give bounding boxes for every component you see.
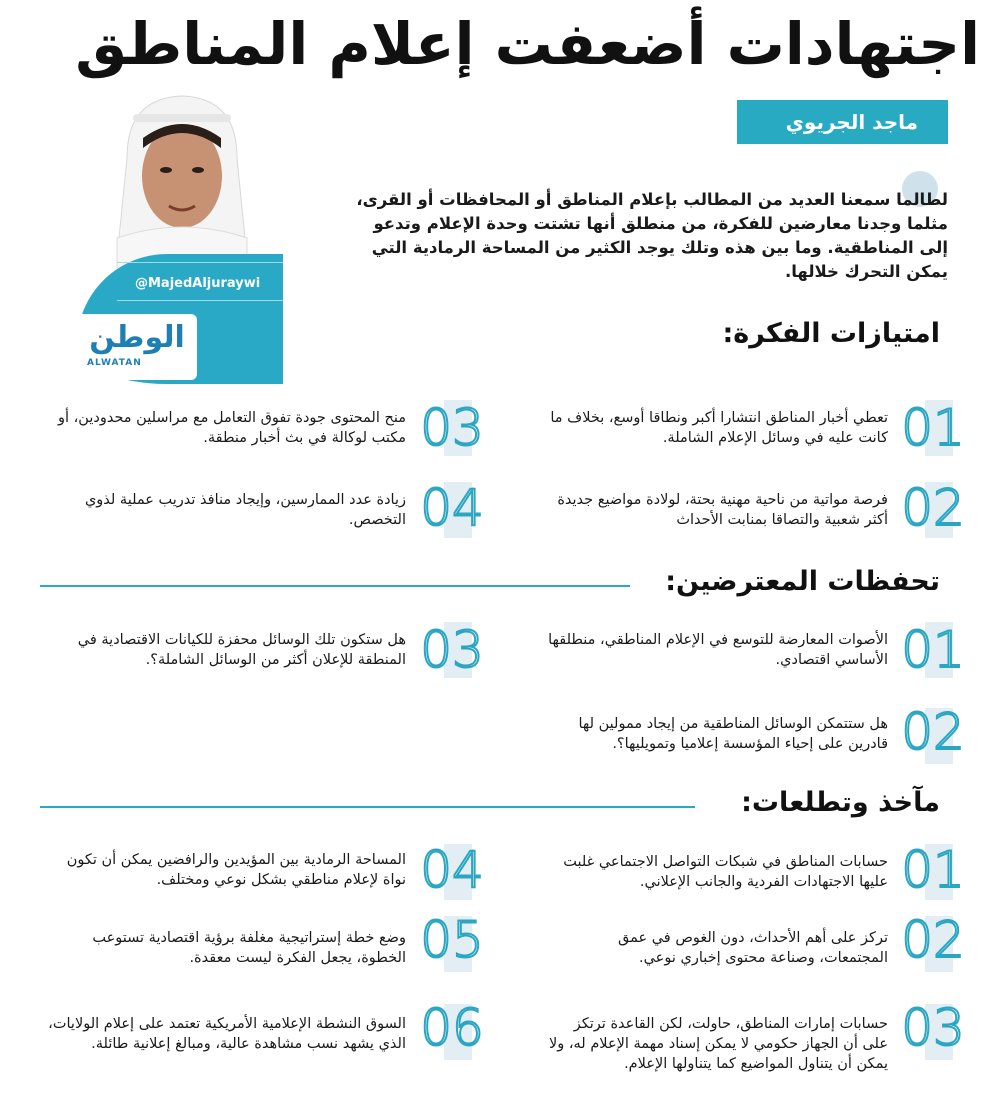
- list-item: الأصوات المعارضة للتوسع في الإعلام المناطقي، منطلقها الأساسي اقتصادي.: [548, 632, 888, 668]
- author-bar: [737, 100, 948, 144]
- item-number: 06: [420, 999, 484, 1057]
- list-item: تركز على أهم الأحداث، دون الغوص في عمق المجتمعات، وصناعة محتوى إخباري نوعي.: [617, 930, 888, 966]
- list-item: حسابات المناطق في شبكات التواصل الاجتماعي غلبت عليها الاجتهادات الفردية والجانب الإعلاني.: [563, 854, 888, 890]
- item-number: 01: [901, 841, 965, 899]
- item-number: 05: [420, 911, 484, 969]
- alwatan-logo: [77, 314, 197, 380]
- list-item: المساحة الرمادية بين المؤيدين والرافضين يمكن أن تكون نواة لإعلام مناطقي بشكل نوعي ومختلف.: [66, 852, 406, 888]
- item-number: 03: [420, 399, 484, 457]
- author-handle: @MajedAljuraywi: [135, 276, 261, 291]
- author-name: ماجد الجريوي: [785, 110, 918, 134]
- logo-latin: ALWATAN: [87, 358, 142, 368]
- section-heading-objections: تحفظات المعترضين:: [665, 566, 940, 597]
- divider: [117, 262, 283, 263]
- item-number: 03: [901, 999, 965, 1057]
- item-number: 04: [420, 479, 484, 537]
- item-number: 02: [901, 479, 965, 537]
- list-item: هل ستتمكن الوسائل المناطقية من إيجاد ممولين لها قادرين على إحياء المؤسسة إعلاميا وتمويليها؟.: [578, 716, 888, 752]
- section-divider: [40, 585, 630, 587]
- list-item: زيادة عدد الممارسين، وإيجاد منافذ تدريب عملية لذوي التخصص.: [84, 492, 406, 528]
- list-item: حسابات إمارات المناطق، حاولت، لكن القاعدة ترتكز على أن الجهاز حكومي لا يمكن إسناد مهمة الإعلام له، ولا يمكن أن يتناول المواضيع كما يتناولها الإعلام.: [548, 1016, 888, 1072]
- section-heading-criticisms: مآخذ وتطلعات:: [741, 787, 940, 818]
- item-number: 02: [901, 703, 965, 761]
- list-item: منح المحتوى جودة تفوق التعامل مع مراسلين محدودين، أو مكتب لوكالة في بث أخبار منطقة.: [57, 410, 406, 446]
- list-item: فرصة مواتية من ناحية مهنية بحتة، لولادة مواضيع جديدة أكثر شعبية والتصاقا بمنابت الأحداث: [557, 492, 888, 528]
- section-heading-advantages: امتيازات الفكرة:: [722, 318, 940, 349]
- item-number: 04: [420, 841, 484, 899]
- logo-text: الوطن: [89, 320, 185, 355]
- item-number: 03: [420, 621, 484, 679]
- section-divider: [40, 806, 695, 808]
- divider: [117, 300, 283, 301]
- list-item: تعطي أخبار المناطق انتشارا أكبر ونطاقا أوسع، بخلاف ما كانت عليه في وسائل الإعلام الشاملة.: [550, 410, 888, 446]
- page-title: اجتهادات أضعفت إعلام المناطق: [75, 10, 980, 78]
- list-item: هل ستكون تلك الوسائل محفزة للكيانات الاقتصادية في المنطقة للإعلان أكثر من الوسائل الشاملة؟.: [77, 632, 406, 668]
- author-photo: [77, 88, 283, 268]
- item-number: 02: [901, 911, 965, 969]
- item-number: 01: [901, 621, 965, 679]
- list-item: وضع خطة إستراتيجية مغلفة برؤية اقتصادية تستوعب الخطوة، يجعل الفكرة ليست معقدة.: [92, 930, 406, 966]
- list-item: السوق النشطة الإعلامية الأمريكية تعتمد على إعلام الولايات، الذي يشهد نسب مشاهدة عالية، ومبالغ إعلانية طائلة.: [48, 1016, 406, 1052]
- item-number: 01: [901, 399, 965, 457]
- intro-paragraph: لطالما سمعنا العديد من المطالب بإعلام المناطق أو المحافظات أو القرى، مثلما وجدنا معارضين للفكرة، من منطلق أنها تشتت وحدة الإعلام وتدعو إلى المناطقية. وما بين هذه وتلك يوجد الكثير من المساحة الرمادية التي يمكن التحرك خلالها.: [356, 190, 948, 281]
- author-card: [77, 88, 283, 384]
